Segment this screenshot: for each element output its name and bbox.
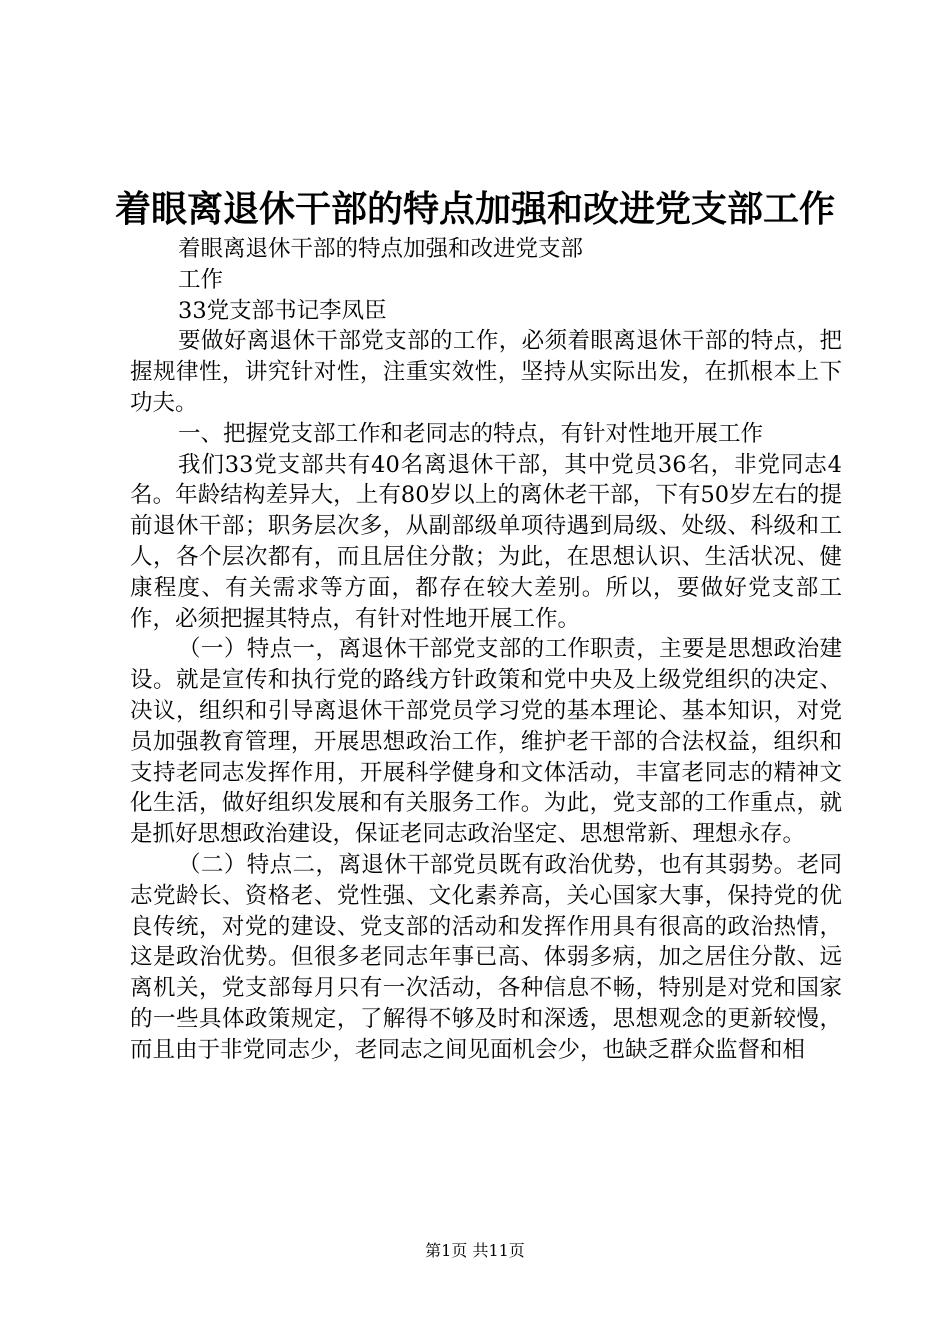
paragraph: 要做好离退休干部党支部的工作，必须着眼离退休干部的特点，把握规律性，讲究针对性，注重实效性，坚持从实际出发，在抓根本上下功夫。 — [130, 328, 842, 416]
subtitle-line-2: 工作 — [178, 266, 224, 293]
paragraph: （一）特点一，离退休干部党支部的工作职责，主要是思想政治建设。就是宣传和执行党的路线方针政策和党中央及上级党组织的决定、决议，组织和引导离退休干部党员学习党的基本理论、基本知识，对党员加强教育管理，开展思想政治工作，维护老干部的合法权益，组织和支持老同志发挥作用，开展科学健身和文体活动，丰富老同志的精神文化生活，做好组织发展和有关服务工作。为此，党支部的工作重点，就是抓好思想政治建设，保证老同志政治坚定、思想常新、理想永存。 — [130, 636, 842, 848]
subtitle-line-1: 着眼离退休干部的特点加强和改进党支部 — [178, 236, 584, 262]
document-title: 着眼离退休干部的特点加强和改进党支部工作 — [114, 188, 835, 230]
paragraph: （二）特点二，离退休干部党员既有政治优势，也有其弱势。老同志党龄长、资格老、党性强、文化素养高，关心国家大事，保持党的优良传统，对党的建设、党支部的活动和发挥作用具有很高的政治热情，这是政治优势。但很多老同志年事已高、体弱多病，加之居住分散、远离机关，党支部每月只有一次活动，各种信息不畅，特别是对党和国家的一些具体政策规定，了解得不够及时和深透，思想观念的更新较慢，而且由于非党同志少，老同志之间见面机会少，也缺乏群众监督和相 — [130, 851, 842, 1063]
author-line: 33党支部书记李凤臣 — [178, 297, 387, 324]
page-footer: 第1页 共11页 — [425, 1241, 525, 1260]
document-body — [130, 234, 842, 1066]
paragraph: 我们33党支部共有40名离退休干部，其中党员36名，非党同志4名。年龄结构差异大，上有80岁以上的离休老干部，下有50岁左右的提前退休干部；职务层次多，从副部级单项待遇到局级、处级、科级和工人，各个层次都有，而且居住分散；为此，在思想认识、生活状况、健康程度、有关需求等方面，都存在较大差别。所以，要做好党支部工作，必须把握其特点，有针对性地开展工作。 — [130, 451, 842, 632]
section-heading: 一、把握党支部工作和老同志的特点，有针对性地开展工作 — [178, 420, 764, 447]
